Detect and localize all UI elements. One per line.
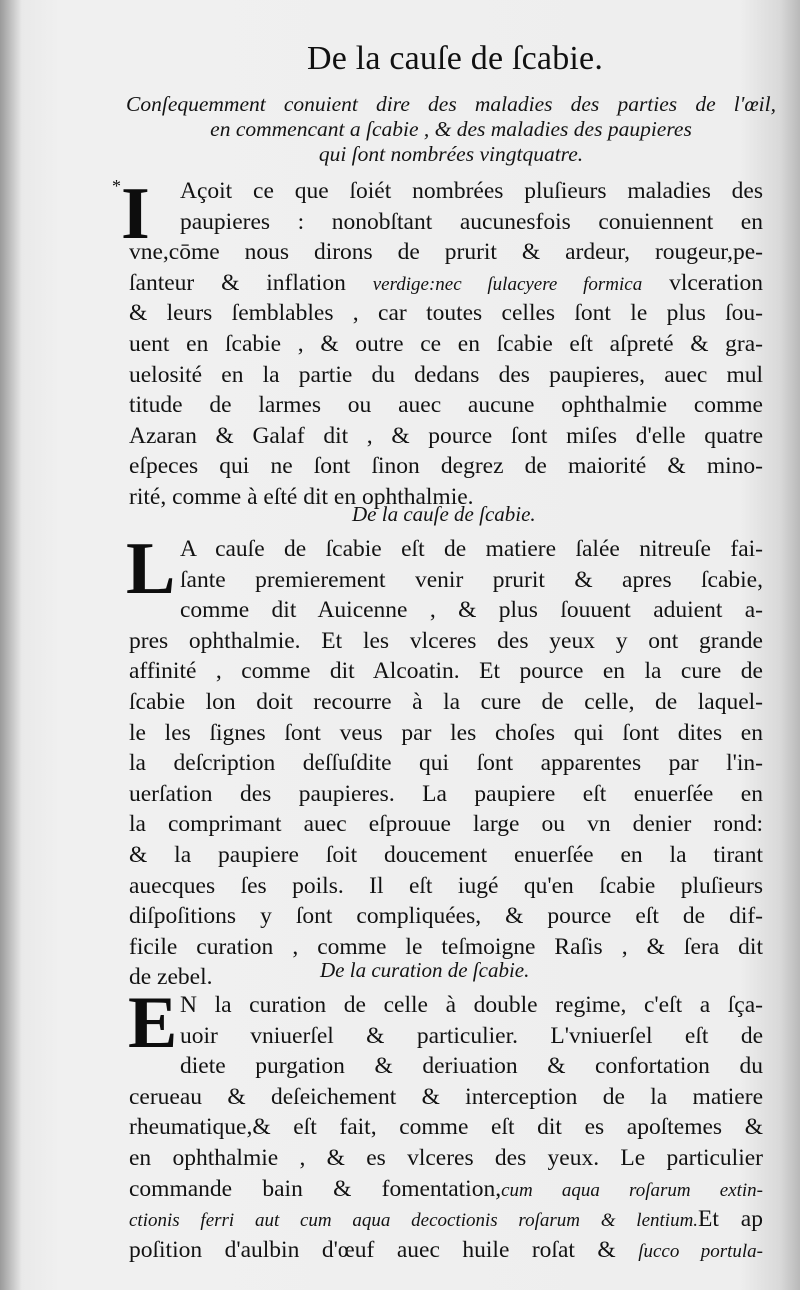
text-line: en ophthalmie , & es vlceres des yeux. Le particulier bbox=[129, 1144, 763, 1171]
text-line: & leurs ſemblables , car toutes celles ſont le plus ſou- bbox=[129, 300, 763, 327]
text-line: la deſcription deſſuſdite qui ſont apparentes par l'in- bbox=[129, 750, 763, 777]
text-line bbox=[129, 268, 763, 299]
latin-phrase: verdige:nec ſulacyere formica bbox=[372, 273, 643, 295]
text-line: pres ophthalmie. Et les vlceres des yeux y ont grande bbox=[129, 627, 763, 654]
text-line: vne,cōme nous dirons de prurit & ardeur, rougeur,pe- bbox=[129, 239, 763, 266]
text-line: cerueau & deſeichement & interception de la matiere bbox=[129, 1083, 763, 1110]
text-line: la comprimant auec eſprouue large ou vn denier rond: bbox=[129, 811, 763, 838]
drop-cap-L: L bbox=[126, 528, 176, 610]
latin-phrase: ſucco portula- bbox=[638, 1240, 763, 1262]
text-line: ſcabie lon doit recourre à la cure de celle, de laquel- bbox=[129, 688, 763, 715]
text-line: N la curation de celle à double regime, c'eſt a ſça- bbox=[180, 992, 763, 1018]
latin-phrase: cum aqua roſarum extin- bbox=[501, 1179, 763, 1201]
paragraph-2 bbox=[129, 534, 763, 993]
text-fragment: Et ap bbox=[698, 1206, 763, 1233]
running-header: De la cauſe de ſcabie. bbox=[306, 40, 604, 77]
text-line: uent en ſcabie , & outre ce en ſcabie eſt aſpreté & gra- bbox=[129, 330, 763, 357]
text-line: rheumatique,& eſt fait, comme eſt dit es apoſtemes & bbox=[129, 1114, 763, 1141]
summary-line-1: Conſequemment conuient dire des maladies des parties de l'œil, bbox=[126, 92, 776, 116]
text-line: uelosité en la partie du dedans des paupieres, auec mul bbox=[129, 361, 763, 388]
latin-phrase: ctionis ferri aut cum aqua decoctionis roſarum & lentium. bbox=[129, 1210, 699, 1232]
summary-line-3: qui ſont nombrées vingtquatre. bbox=[318, 142, 584, 166]
paragraph-1 bbox=[129, 176, 763, 513]
summary-line-2: en commencant a ſcabie , & des maladies des paupieres bbox=[210, 117, 692, 141]
text-line bbox=[129, 1235, 763, 1266]
text-line: de zebel. bbox=[129, 964, 213, 991]
text-line: titude de larmes ou auec aucune ophthalmie comme bbox=[129, 392, 763, 419]
text-fragment: poſition d'aulbin d'œuf auec huile roſat & bbox=[129, 1236, 616, 1263]
text-line: ficile curation , comme le teſmoigne Raſis , & ſera dit bbox=[129, 933, 763, 960]
text-fragment: vlceration bbox=[669, 269, 764, 296]
section-heading-curation: De la curation de ſcabie. bbox=[320, 958, 530, 982]
chapter-summary bbox=[126, 92, 776, 167]
section-heading-cause: De la cauſe de ſcabie. bbox=[352, 502, 536, 526]
text-line: A cauſe de ſcabie eſt de matiere ſalée nitreuſe fai- bbox=[180, 536, 763, 562]
text-line: & la paupiere ſoit doucement enuerſée en la tirant bbox=[129, 841, 763, 868]
text-line: uerſation des paupieres. La paupiere eſt enuerſée en bbox=[129, 780, 763, 807]
paragraph-3 bbox=[129, 990, 763, 1265]
text-fragment: ſanteur & inflation bbox=[129, 269, 346, 296]
text-line: comme dit Auicenne , & plus ſouuent aduient a- bbox=[180, 597, 763, 624]
text-line: Azaran & Galaf dit , & pource ſont miſes d'elle quatre bbox=[129, 422, 763, 449]
drop-cap-E: E bbox=[128, 982, 178, 1064]
text-line bbox=[129, 1204, 763, 1235]
text-line: ſante premierement venir prurit & apres ſcabie, bbox=[180, 566, 763, 593]
text-fragment: commande bain & fomentation, bbox=[129, 1175, 502, 1202]
text-line: eſpeces qui ne ſont ſinon degrez de maiorité & mino- bbox=[129, 453, 763, 480]
text-line: auecques ſes poils. Il eſt iugé qu'en ſcabie pluſieurs bbox=[129, 872, 763, 899]
text-line: Açoit ce que ſoiét nombrées pluſieurs maladies des bbox=[180, 178, 763, 204]
drop-cap-I: I bbox=[121, 173, 150, 255]
text-line: paupieres : nonobſtant aucunesfois conuiennent en bbox=[180, 208, 763, 235]
asterisk-marker: * bbox=[112, 176, 121, 196]
text-line: diete purgation & deriuation & confortation du bbox=[180, 1053, 763, 1080]
text-line: le les ſignes ſont veus par les choſes qui ſont dites en bbox=[129, 719, 763, 746]
text-line: affinité , comme dit Alcoatin. Et pource en la cure de bbox=[129, 658, 763, 685]
text-line: uoir vniuerſel & particulier. L'vniuerſel eſt de bbox=[180, 1022, 763, 1049]
text-line: diſpoſitions y ſont compliquées, & pource eſt de dif- bbox=[129, 903, 763, 930]
text-line bbox=[129, 1174, 763, 1205]
text-line: rité, comme à eſté dit en ophthalmie. bbox=[129, 483, 474, 510]
